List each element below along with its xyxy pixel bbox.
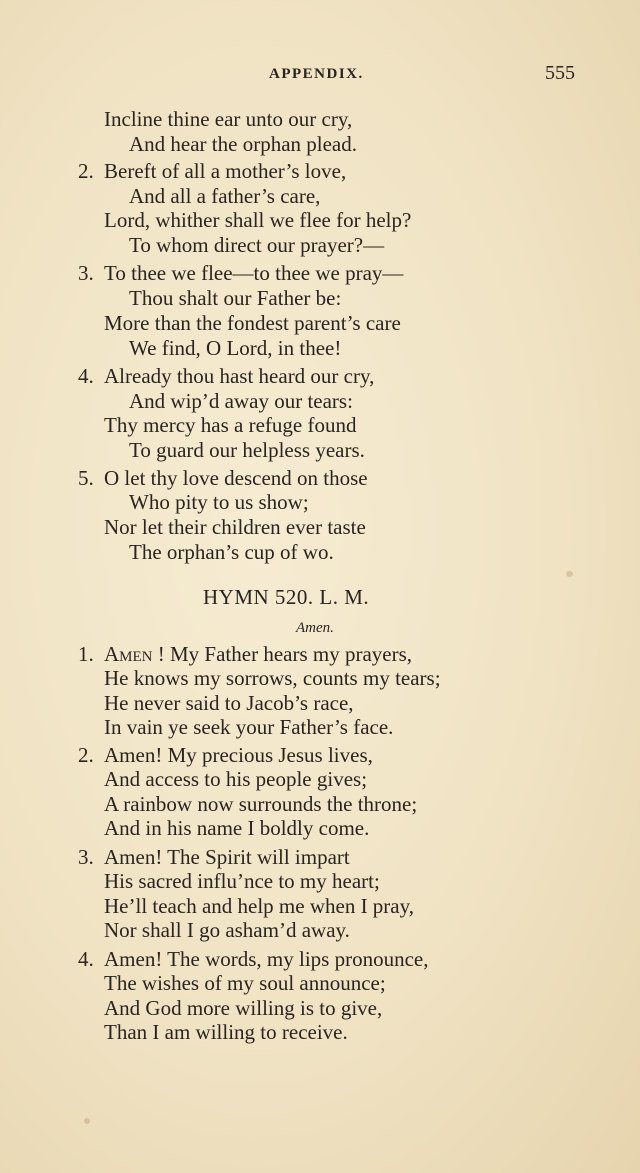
verse-line — [104, 642, 412, 666]
verse-number: 5. — [78, 466, 94, 490]
verse-number: 1. — [78, 642, 94, 666]
paper-stain — [566, 571, 573, 577]
verse-line: Already thou hast heard our cry, — [104, 364, 375, 388]
verse-number: 3. — [78, 261, 94, 285]
verse-line: Lord, whither shall we flee for help? — [104, 208, 412, 232]
verse-line: His sacred influ’nce to my heart; — [104, 869, 380, 893]
verse-line: Nor shall I go asham’d away. — [104, 918, 350, 942]
verse-line: He knows my sorrows, counts my tears; — [104, 666, 441, 690]
verse-line: Amen! The words, my lips pronounce, — [104, 947, 429, 971]
verse-line: The wishes of my soul announce; — [104, 971, 386, 995]
verse-number: 2. — [78, 743, 94, 767]
hymn-title: HYMN 520. L. M. — [203, 585, 370, 609]
verse-line: More than the fondest parent’s care — [104, 311, 401, 335]
verse-line: To thee we flee—to thee we pray— — [104, 261, 404, 285]
page-number: 555 — [545, 62, 575, 84]
verse-line: And wip’d away our tears: — [129, 389, 353, 413]
verse-number: 3. — [78, 845, 94, 869]
verse-line: In vain ye seek your Father’s face. — [104, 715, 394, 739]
verse-line: Who pity to us show; — [129, 490, 309, 514]
verse-number: 2. — [78, 159, 94, 183]
verse-line: Bereft of all a mother’s love, — [104, 159, 347, 183]
verse-line: Than I am willing to receive. — [104, 1020, 348, 1044]
verse-line: We find, O Lord, in thee! — [129, 336, 342, 360]
first-line-rest: ! My Father hears my prayers, — [152, 642, 413, 666]
verse-line: Thy mercy has a refuge found — [104, 413, 357, 437]
verse-line: To guard our helpless years. — [129, 438, 365, 462]
verse-number: 4. — [78, 364, 94, 388]
verse-line: Amen! My precious Jesus lives, — [104, 743, 373, 767]
verse-line: And God more willing is to give, — [104, 996, 383, 1020]
verse-line: He’ll teach and help me when I pray, — [104, 894, 415, 918]
verse-line: Incline thine ear unto our cry, — [104, 107, 353, 131]
verse-line: And in his name I boldly come. — [104, 816, 370, 840]
hymn-subtitle: Amen. — [296, 620, 334, 636]
running-head: APPENDIX. — [269, 66, 364, 82]
first-word-small-caps: Amen — [104, 642, 153, 666]
verse-line: Amen! The Spirit will impart — [104, 845, 350, 869]
verse-line: The orphan’s cup of wo. — [129, 540, 334, 564]
page-header — [0, 62, 640, 90]
verse-line: And hear the orphan plead. — [129, 132, 357, 156]
verse-number: 4. — [78, 947, 94, 971]
verse-line: Nor let their children ever taste — [104, 515, 366, 539]
verse-line: And access to his people gives; — [104, 767, 368, 791]
verse-line: O let thy love descend on those — [104, 466, 368, 490]
verse-line: And all a father’s care, — [129, 184, 321, 208]
verse-line: To whom direct our prayer?— — [129, 233, 385, 257]
verse-line: Thou shalt our Father be: — [129, 286, 342, 310]
verse-line: A rainbow now surrounds the throne; — [104, 792, 418, 816]
verse-line: He never said to Jacob’s race, — [104, 691, 354, 715]
paper-stain — [84, 1118, 90, 1124]
